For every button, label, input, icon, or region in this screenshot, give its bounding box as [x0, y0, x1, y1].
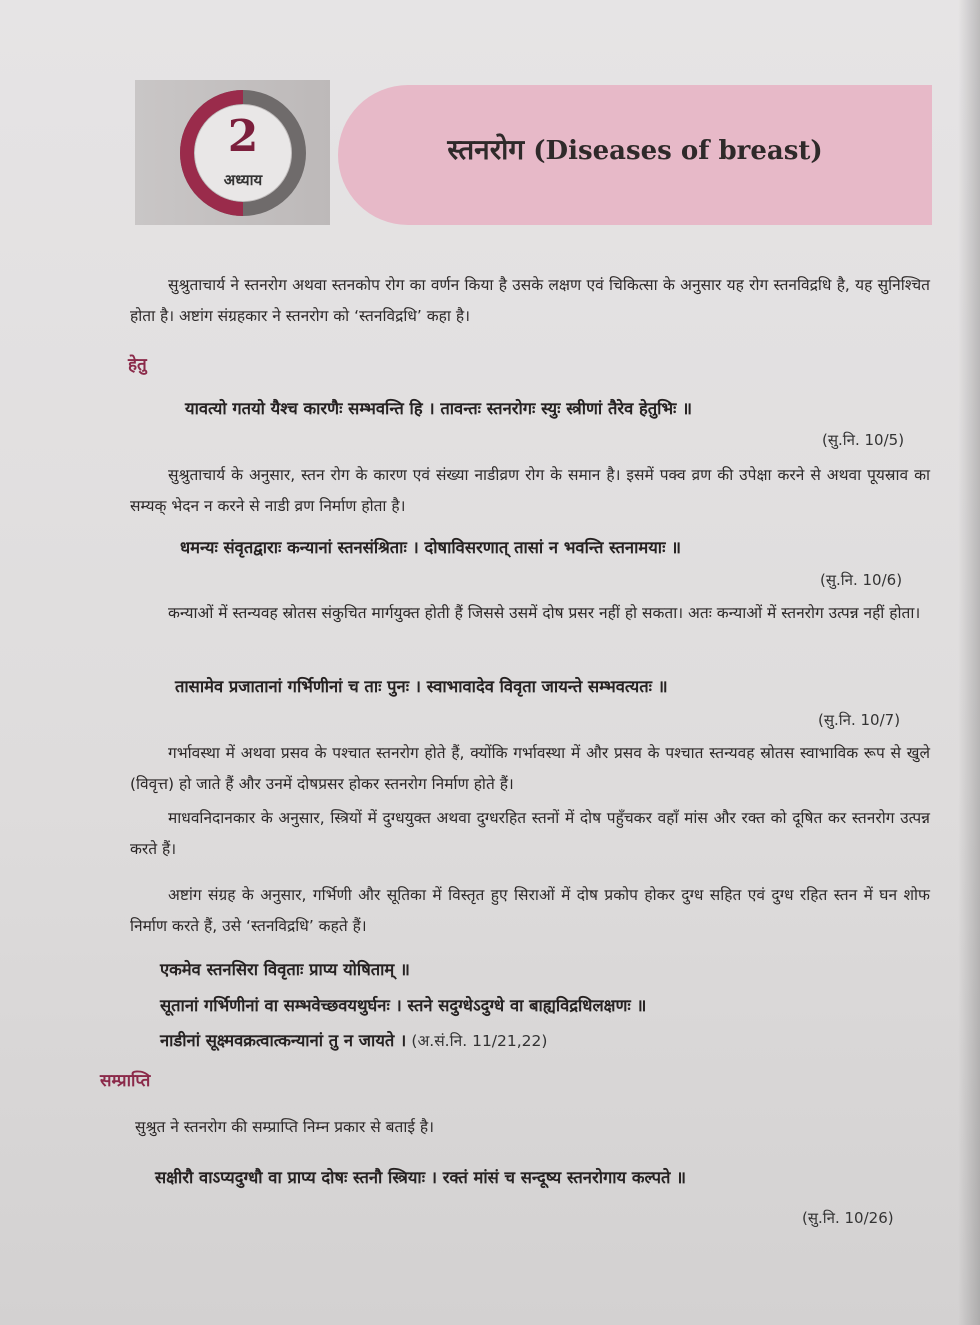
section-heading-hetu: हेतु: [128, 355, 147, 375]
chapter-number: 2: [227, 111, 259, 162]
section-heading-samprapti: सम्प्राप्ति: [100, 1071, 151, 1091]
paragraph-5: अष्टांग संग्रह के अनुसार, गर्भिणी और सूतिका में विस्तृत हुए सिराओं में दोष प्रकोप होकर दुग्ध सहित एवं दुग्ध रहित स्तन में घन शोफ निर्माण करते हैं, उसे ‘स्तनविद्रधि’ कहते हैं।: [130, 886, 930, 935]
paragraph-3: गर्भावस्था में अथवा प्रसव के पश्चात स्तनरोग होते हैं, क्योंकि गर्भावस्था में और प्रसव के पश्चात स्तन्यवह स्रोतस स्वाभाविक रूप से खुले (विवृत्त) हो जाते हैं और उनमें दोषप्रसर होकर स्तनरोग निर्माण होते हैं।: [130, 744, 930, 793]
verse-2-reference: (सु.नि. 10/6): [820, 571, 903, 589]
intro-paragraph: सुश्रुताचार्य ने स्तनरोग अथवा स्तनकोप रोग का वर्णन किया है उसके लक्षण एवं चिकित्सा के अनुसार यह रोग स्तनविद्रधि है, यह सुनिश्चित होता है। अष्टांग संग्रहकार ने स्तनरोग को ‘स्तनविद्रधि’ कहा है।: [130, 276, 930, 325]
verse-1: यावत्यो गतयो यैश्च कारणैः सम्भवन्ति हि । तावन्तः स्तनरोगः स्युः स्त्रीणां तैरेव हेतुभिः ॥: [185, 399, 693, 418]
verse-4-line-3: नाडीनां सूक्ष्मवक्रत्वात्कन्यानां तु न जायते ।: [160, 1031, 407, 1050]
verse-4-reference: (अ.सं.नि. 11/21,22): [411, 1032, 548, 1050]
chapter-title-english: (Diseases of breast): [533, 136, 823, 166]
paragraph-4: माधवनिदानकार के अनुसार, स्त्रियों में दुग्धयुक्त अथवा दुग्धरहित स्तनों में दोष पहुँचकर वहाँ मांस और रक्त को दूषित कर स्तनरोग उत्पन्न करते हैं।: [130, 809, 930, 858]
verse-4-line-2: सूतानां गर्भिणीनां वा सम्भवेच्छवयथुर्घनः । स्तने सदुग्धेऽदुग्धे वा बाह्यविद्रधिलक्षणः ॥: [160, 996, 647, 1015]
chapter-title-hindi: स्तनरोग: [447, 133, 525, 166]
verse-3-reference: (सु.नि. 10/7): [818, 711, 901, 729]
verse-5: सक्षीरौ वाऽप्यदुग्धौ वा प्राप्य दोषः स्तनौ स्त्रियाः । रक्तं मांसं च सन्दूष्य स्तनरोगाय कल्पते ॥: [155, 1168, 687, 1187]
verse-4-line-1: एकमेव स्तनसिरा विवृताः प्राप्य योषिताम् ॥: [160, 960, 410, 979]
paragraph-1: सुश्रुताचार्य के अनुसार, स्तन रोग के कारण एवं संख्या नाडीव्रण रोग के समान है। इसमें पक्व व्रण की उपेक्षा करने से अथवा पूयस्राव का सम्यक् भेदन न करने से नाडी व्रण निर्माण होता है।: [130, 466, 930, 515]
paragraph-2: कन्याओं में स्तन्यवह स्रोतस संकुचित मार्गयुक्त होती हैं जिससे उसमें दोष प्रसर नहीं हो सकता। अतः कन्याओं में स्तनरोग उत्पन्न नहीं होता।: [168, 604, 921, 622]
verse-1-reference: (सु.नि. 10/5): [822, 431, 905, 449]
verse-2: धमन्यः संवृतद्वाराः कन्यानां स्तनसंश्रिताः । दोषाविसरणात् तासां न भवन्ति स्तनामयाः ॥: [180, 538, 682, 557]
verse-3: तासामेव प्रजातानां गर्भिणीनां च ताः पुनः । स्वाभावादेव विवृता जायन्ते सम्भवत्यतः ॥: [175, 677, 668, 696]
paragraph-6: सुश्रुत ने स्तनरोग की सम्प्राप्ति निम्न प्रकार से बताई है।: [135, 1118, 434, 1136]
chapter-label: अध्याय: [223, 171, 263, 189]
chapter-title: [340, 130, 930, 168]
page-edge-shadow: [958, 0, 980, 1325]
verse-5-reference: (सु.नि. 10/26): [802, 1209, 894, 1227]
verse-4-line-3-row: [160, 1028, 547, 1051]
